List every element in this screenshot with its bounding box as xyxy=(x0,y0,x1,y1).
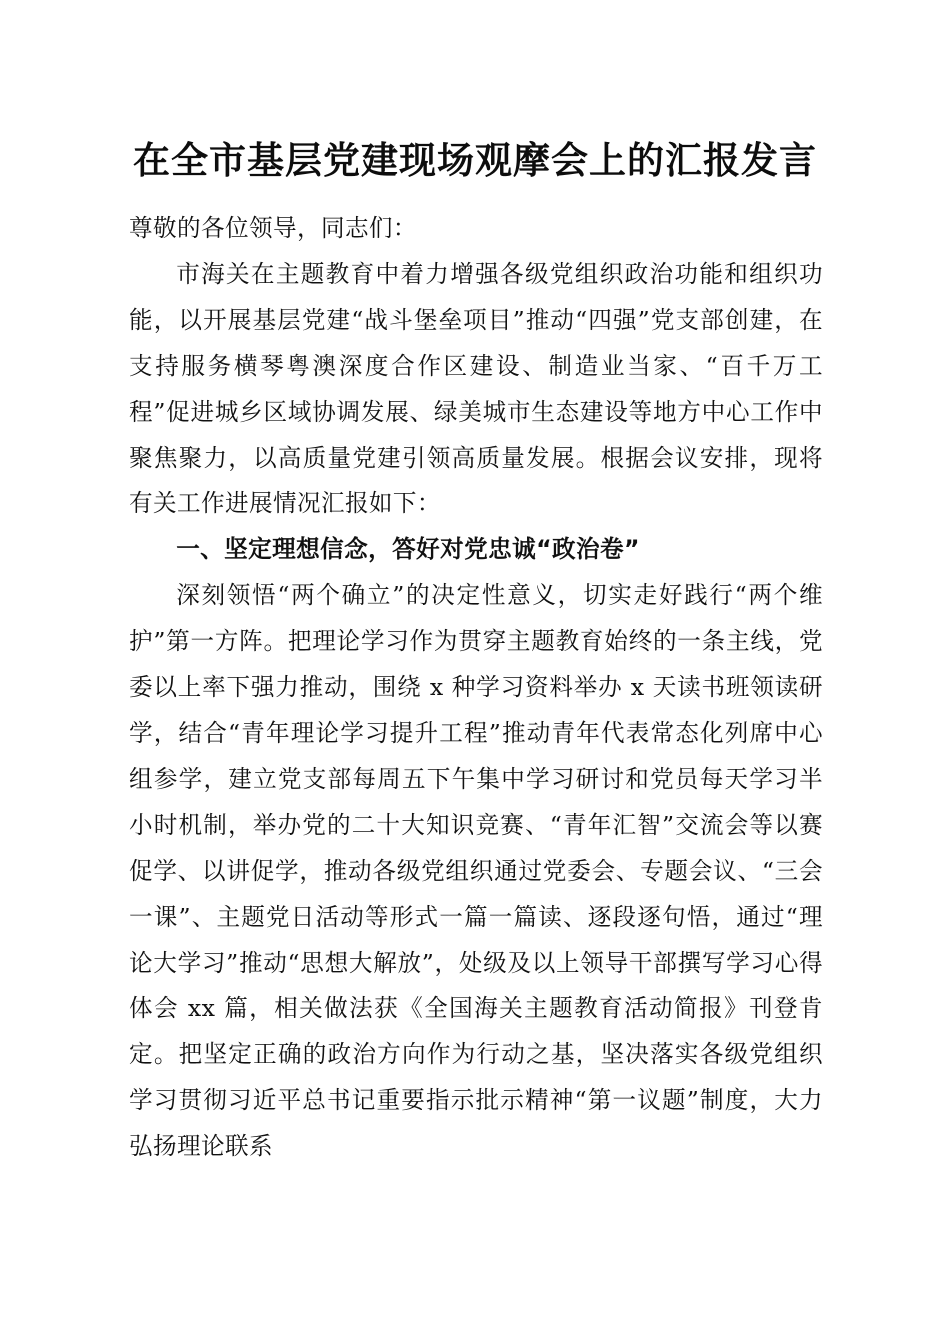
salutation: 尊敬的各位领导，同志们： xyxy=(129,214,417,242)
document-body xyxy=(129,206,823,1170)
section-paragraph: 深刻领悟“两个确立”的决定性意义，切实走好践行“两个维护”第一方阵。把理论学习作为贯穿主题教育始终的一条主线，党委以上率下强力推动，围绕 x 种学习资料举办 x 天读书班领读研学，结合“青年理论学习提升工程”推动青年代表常态化列席中心组参学，建立党支部每周五下午集中学习研讨和党员每天学习半小时机制，举办党的二十大知识竞赛、“青年汇智”交流会等以赛促学、以讲促学，推动各级党组织通过党委会、专题会议、“三会一课”、主题党日活动等形式一篇一篇读、逐段逐句悟，通过“理论大学习”推动“思想大解放”，处级及以上领导干部撰写学习心得体会 xx 篇，相关做法获《全国海关主题教育活动简报》刊登肯定。把坚定正确的政治方向作为行动之基，坚决落实各级党组织学习贯彻习近平总书记重要指示批示精神“第一议题”制度，大力弘扬理论联系 xyxy=(129,581,823,1161)
intro-paragraph: 市海关在主题教育中着力增强各级党组织政治功能和组织功能，以开展基层党建“战斗堡垒项目”推动“四强”党支部创建，在支持服务横琴粤澳深度合作区建设、制造业当家、“百千万工程”促进城乡区域协调发展、绿美城市生态建设等地方中心工作中聚焦聚力，以高质量党建引领高质量发展。根据会议安排，现将有关工作进展情况汇报如下： xyxy=(129,259,823,518)
section-heading: 一、坚定理想信念，答好对党忠诚“政治卷” xyxy=(176,535,640,564)
document-title: 在全市基层党建现场观摩会上的汇报发言 xyxy=(133,138,817,182)
